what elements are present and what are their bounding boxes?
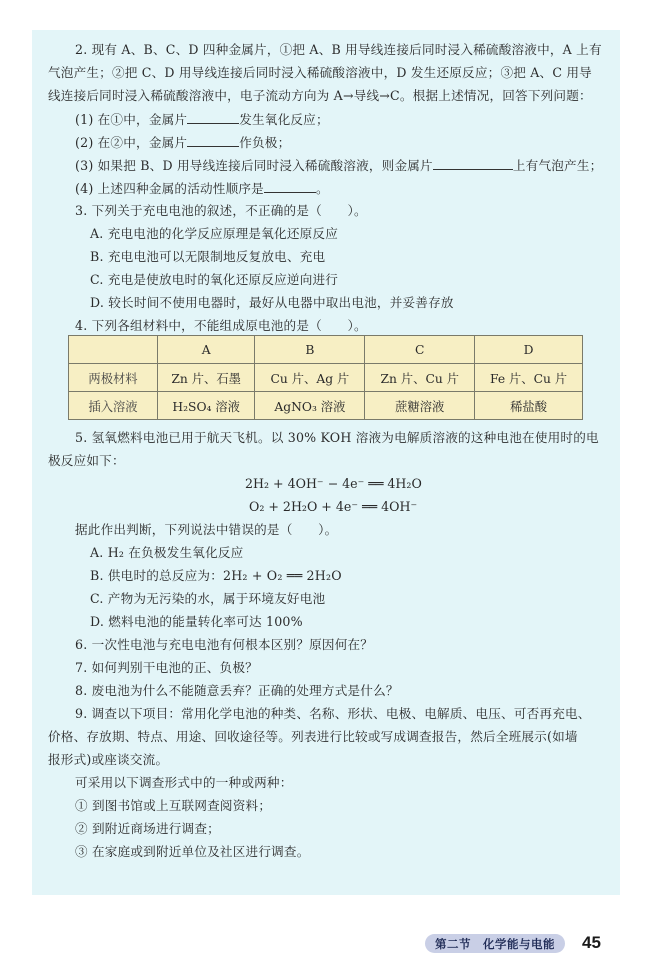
q2-sub-1-text: (1) 在①中，金属片 (75, 112, 188, 127)
section-label: 第二节 (435, 936, 471, 951)
q9-item-2: ② 到附近商场进行调查； (75, 821, 220, 836)
answer-blank[interactable] (433, 157, 513, 170)
q3-option-c: C. 充电是使放电时的氧化还原反应逆向进行 (90, 272, 339, 287)
q2-sub-3-text: (3) 如果把 B、D 用导线连接后同时浸入稀硫酸溶液，则金属片 (75, 158, 433, 173)
table-cell: 蔗糖溶液 (365, 392, 475, 420)
q9-item-1: ① 到图书馆或上互联网查阅资料； (75, 798, 272, 813)
table-header-cell: D (475, 336, 583, 364)
table-header-row (69, 336, 583, 364)
q2-sub-4-text: (4) 上述四种金属的活动性顺序是 (75, 181, 264, 196)
q2-line-2: 气泡产生；②把 C、D 用导线连接后同时浸入稀硫酸溶液中，D 发生还原反应；③把 A、C 用导 (48, 65, 592, 80)
answer-blank[interactable] (264, 180, 316, 193)
q2-sub-1 (75, 111, 329, 128)
page-number: 45 (582, 933, 601, 952)
q3-option-b: B. 充电电池可以无限制地反复放电、充电 (90, 249, 326, 264)
q2-sub-1-tail: 发生氧化反应； (239, 112, 329, 127)
q5-option-a: A. H₂ 在负极发生氧化反应 (90, 545, 244, 560)
q2-line-1: 2. 现有 A、B、C、D 四种金属片，①把 A、B 用导线连接后同时浸入稀硫酸溶液中，A 上有 (75, 42, 602, 57)
q5-option-c: C. 产物为无污染的水，属于环境友好电池 (90, 591, 326, 606)
row-label: 插入溶液 (69, 392, 158, 420)
q3-option-d: D. 较长时间不使用电器时，最好从电器中取出电池，并妥善存放 (90, 295, 454, 310)
q5-line-1: 5. 氢氧燃料电池已用于航天飞机。以 30% KOH 溶液为电解质溶液的这种电池在使用时的电 (75, 430, 599, 445)
q3-option-a: A. 充电电池的化学反应原理是氧化还原反应 (90, 226, 338, 241)
q9-line-2: 价格、存放期、特点、用途、回收途径等。列表进行比较或写成调查报告，然后全班展示(如墙 (48, 729, 578, 744)
q5-stem: 据此作出判断，下列说法中错误的是（ ）。 (75, 522, 338, 537)
q9-item-3: ③ 在家庭或到附近单位及社区进行调查。 (75, 844, 310, 859)
q9-line-3: 报形式)或座谈交流。 (48, 752, 169, 767)
q2-sub-4-tail: 。 (315, 181, 329, 196)
table-cell: 稀盐酸 (475, 392, 583, 420)
q4-stem: 4. 下列各组材料中，不能组成原电池的是（ ）。 (75, 318, 367, 333)
q9-intro: 可采用以下调查形式中的一种或两种： (75, 775, 293, 790)
table-header-cell: A (158, 336, 255, 364)
table-header-cell: C (365, 336, 475, 364)
section-title-pill (425, 934, 565, 953)
q2-sub-3-tail: 上有气泡产生； (512, 158, 603, 173)
table-row (69, 364, 583, 392)
equation-1: 2H₂ + 4OH⁻ − 4e⁻ ══ 4H₂O (245, 476, 422, 491)
q5-option-b: B. 供电时的总反应为：2H₂ + O₂ ══ 2H₂O (90, 568, 342, 583)
q2-sub-4 (75, 180, 329, 197)
row-label: 两极材料 (69, 364, 158, 392)
table-header-cell (69, 336, 158, 364)
table-cell: H₂SO₄ 溶液 (158, 392, 255, 420)
q7: 7. 如何判别干电池的正、负极？ (75, 660, 258, 675)
q5-line-2: 极反应如下： (48, 453, 125, 468)
q2-sub-3 (75, 157, 602, 174)
table-row (69, 392, 583, 420)
table-cell: Cu 片、Ag 片 (255, 364, 365, 392)
q2-sub-2-tail: 作负极； (239, 135, 291, 150)
q2-sub-2-text: (2) 在②中，金属片 (75, 135, 188, 150)
chapter-title: 化学能与电能 (483, 936, 555, 951)
q3-stem: 3. 下列关于充电电池的叙述，不正确的是（ ）。 (75, 203, 367, 218)
q8: 8. 废电池为什么不能随意丢弃？正确的处理方式是什么？ (75, 683, 399, 698)
table-cell: Zn 片、Cu 片 (365, 364, 475, 392)
materials-table (68, 335, 583, 420)
exercise-panel (32, 30, 620, 895)
q2-sub-2 (75, 134, 290, 151)
table-cell: AgNO₃ 溶液 (255, 392, 365, 420)
q5-option-d: D. 燃料电池的能量转化率可达 100% (90, 614, 303, 629)
answer-blank[interactable] (187, 134, 239, 147)
table-header-cell: B (255, 336, 365, 364)
table-cell: Fe 片、Cu 片 (475, 364, 583, 392)
equation-2: O₂ + 2H₂O + 4e⁻ ══ 4OH⁻ (249, 499, 418, 514)
q9-line-1: 9. 调查以下项目：常用化学电池的种类、名称、形状、电极、电解质、电压、可否再充电、 (75, 706, 591, 721)
table-cell: Zn 片、石墨 (158, 364, 255, 392)
answer-blank[interactable] (187, 111, 239, 124)
q6: 6. 一次性电池与充电电池有何根本区别？原因何在？ (75, 637, 374, 652)
q2-line-3: 线连接后同时浸入稀硫酸溶液中，电子流动方向为 A→导线→C。根据上述情况，回答下列问题： (48, 88, 592, 103)
